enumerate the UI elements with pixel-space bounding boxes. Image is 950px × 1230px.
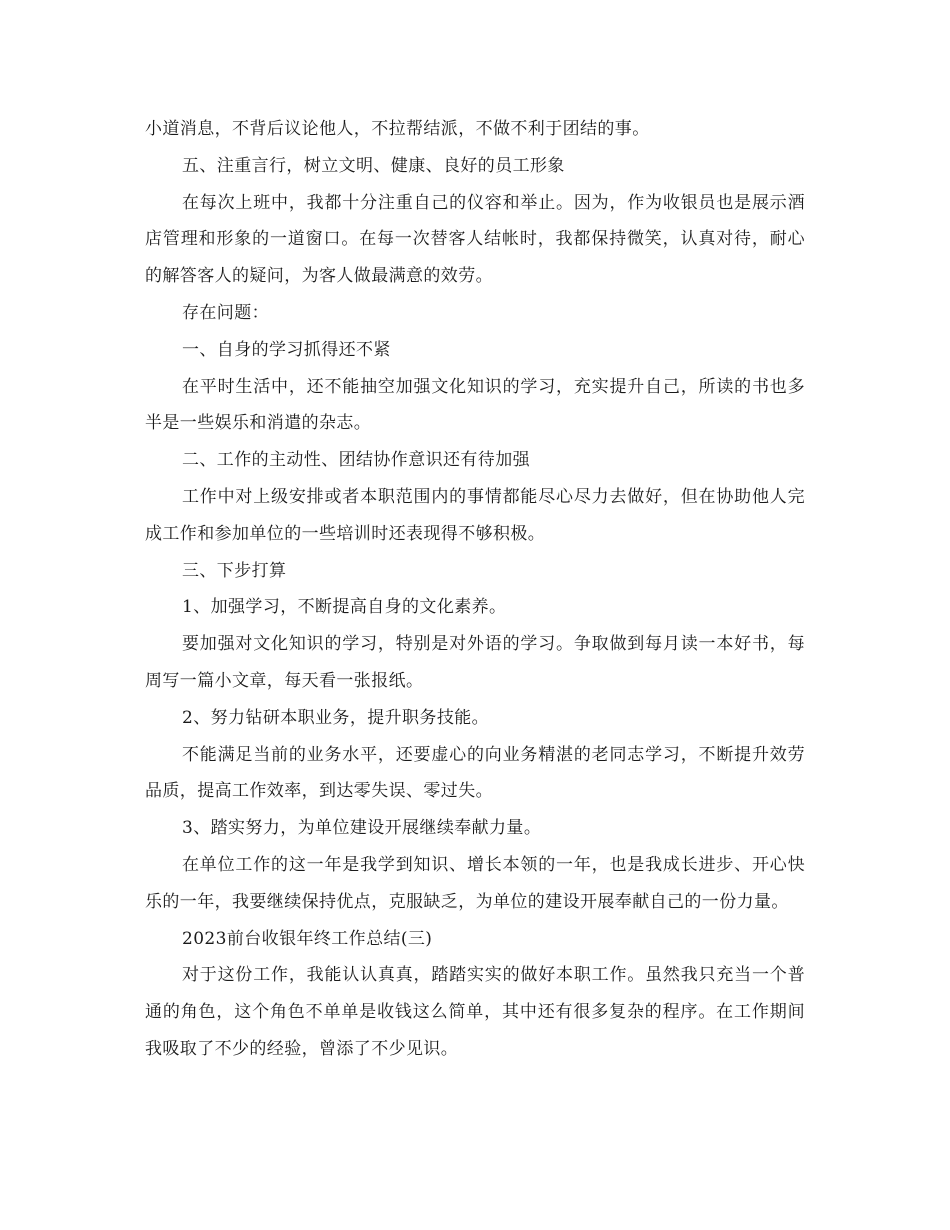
problem-heading-one: 一、自身的学习抓得还不紧	[182, 339, 391, 360]
document-body	[145, 111, 805, 1068]
paragraph-appearance: 在每次上班中，我都十分注重自己的仪容和举止。因为，作为收银员也是展示酒店管理和形象的一道窗口。在每一次替客人结帐时，我都保持微笑，认真对待，耐心的解答客人的疑问，为客人做最满意的效劳。	[145, 192, 805, 287]
section-heading-five: 五、注重言行，树立文明、健康、良好的员工形象	[182, 155, 565, 176]
paragraph-intro-three: 对于这份工作，我能认认真真，踏踏实实的做好本职工作。虽然我只充当一个普通的角色，这个角色不单单是收钱这么简单，其中还有很多复杂的程序。在工作期间我吸取了不少的经验，曾添了不少见识。	[145, 965, 805, 1059]
paragraph-plan-one: 要加强对文化知识的学习，特别是对外语的学习。争取做到每月读一本好书，每周写一篇小文章，每天看一张报纸。	[145, 634, 805, 691]
paragraph-continuation: 小道消息，不背后议论他人，不拉帮结派，不做不利于团结的事。	[145, 119, 650, 139]
paragraph-problem-one: 在平时生活中，还不能抽空加强文化知识的学习，充实提升自己，所读的书也多半是一些娱乐和消遣的杂志。	[145, 376, 805, 434]
paragraph-plan-three: 在单位工作的这一年是我学到知识、增长本领的一年，也是我成长进步、开心快乐的一年，我要继续保持优点，克服缺乏，为单位的建设开展奉献自己的一份力量。	[145, 854, 805, 912]
problem-heading-two: 二、工作的主动性、团结协作意识还有待加强	[182, 450, 530, 471]
paragraph-plan-two: 不能满足当前的业务水平，还要虚心的向业务精湛的老同志学习，不断提升效劳品质，提高工作效率，到达零失误、零过失。	[145, 744, 805, 802]
document-subtitle: 2023前台收银年终工作总结(三)	[182, 928, 433, 949]
section-heading-problems: 存在问题：	[182, 302, 269, 323]
plan-heading-one: 1、加强学习，不断提高自身的文化素养。	[182, 597, 507, 618]
plan-heading-two: 2、努力钻研本职业务，提升职务技能。	[182, 707, 490, 728]
section-heading-next-steps: 三、下步打算	[182, 560, 287, 581]
paragraph-problem-two: 工作中对上级安排或者本职范围内的事情都能尽心尽力去做好，但在协助他人完成工作和参加单位的一些培训时还表现得不够积极。	[145, 486, 805, 544]
plan-heading-three: 3、踏实努力，为单位建设开展继续奉献力量。	[182, 818, 542, 839]
